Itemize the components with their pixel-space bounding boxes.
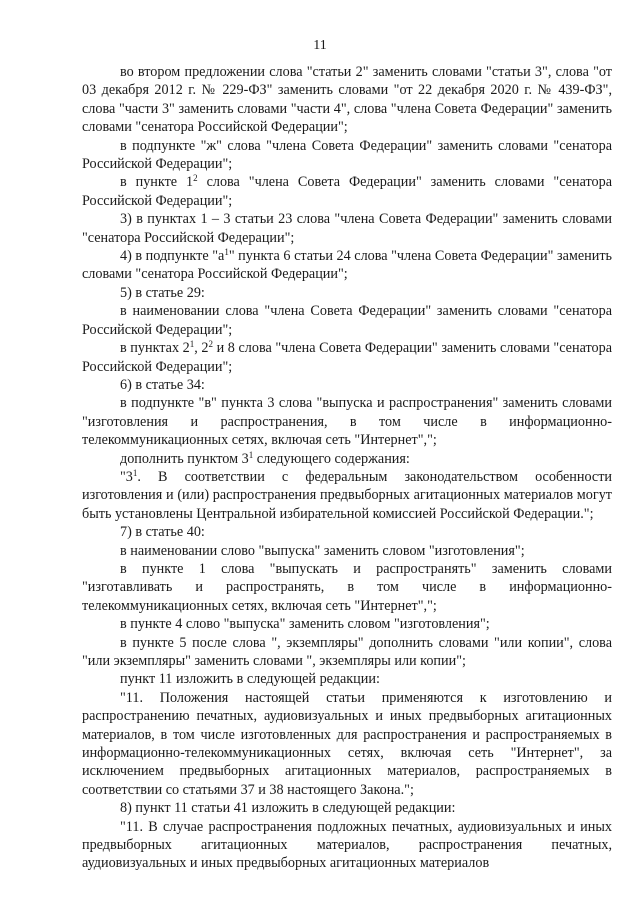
paragraph-text: слова "члена Совета Федерации" заменить словами "сенатора Российской Федерации"; <box>82 174 612 209</box>
paragraph: 7) в статье 40: <box>120 524 205 541</box>
superscript: 1 <box>132 467 138 478</box>
paragraph <box>82 339 612 376</box>
paragraph: пункт 11 изложить в следующей редакции: <box>120 671 380 688</box>
paragraph: во втором предложении слова "статьи 2" заменить словами "статьи 3", слова "от 03 декабря 2012 г. № 229-ФЗ" заменить словами "от 22 декабря 2020 г. № 439-ФЗ", слова "части 3" заменить словами "части 4", слова "члена Совета Федерации" заменить словами "сенатора Российской Федерации"; <box>82 64 612 136</box>
paragraph: 3) в пунктах 1 – 3 статьи 23 слова "члена Совета Федерации" заменить словами "сенатора Российской Федерации"; <box>82 211 612 246</box>
paragraph: "11. Положения настоящей статьи применяются к изготовлению и распространению печатных, аудиовизуальных и иных предвыборных агитационных материалов, в том числе изготовленных для распространения и распространяемых в информационно-телекоммуникационных сетях, включая сеть "Интернет", за исключением предвыборных агитационных материалов, распространяемых в соответствии со статьями 37 и 38 настоящего Закона."; <box>82 689 612 798</box>
paragraph: 6) в статье 34: <box>120 376 205 393</box>
paragraph: в пункте 4 слово "выпуска" заменить словом "изготовления"; <box>120 616 490 633</box>
paragraph-text: дополнить пунктом 3 <box>120 450 249 467</box>
superscript: 1 <box>189 339 195 350</box>
paragraph-text: " пункта 6 статьи 24 слова "члена Совета Федерации" заменить словами "сенатора Российской Федерации"; <box>82 248 612 283</box>
paragraph-text: в пунктах 2 <box>120 340 190 357</box>
superscript: 1 <box>248 449 254 460</box>
page-number: 11 <box>313 38 327 53</box>
paragraph-text: следующего содержания: <box>253 450 410 467</box>
paragraph: в наименовании слова "члена Совета Федерации" заменить словами "сенатора Российской Федерации"; <box>82 303 612 338</box>
paragraph: в пункте 5 после слова ", экземпляры" дополнить словами "или копии", слова "или экземпляры" заменить словами ", экземпляры или копии"; <box>82 634 612 669</box>
paragraph: в подпункте "в" пункта 3 слова "выпуска и распространения" заменить словами "изготовления и распространения, в том числе в информационно-телекоммуникационных сетях, включая сеть "Интернет","; <box>82 395 612 449</box>
paragraph: 5) в статье 29: <box>120 284 205 301</box>
paragraph-text: , 2 <box>194 340 209 357</box>
paragraph-text: "3 <box>120 468 133 485</box>
paragraph <box>82 173 612 210</box>
superscript: 1 <box>224 247 229 258</box>
superscript: 2 <box>208 339 213 350</box>
paragraph: "11. В случае распространения подложных печатных, аудиовизуальных и иных предвыборных агитационных материалов, распространения печатных, аудиовизуальных и иных предвыборных агитационных материалов <box>82 818 612 872</box>
paragraph: 8) пункт 11 статьи 41 изложить в следующей редакции: <box>120 800 456 817</box>
paragraph <box>82 468 612 523</box>
paragraph <box>82 450 612 468</box>
paragraph-text: . В соответствии с федеральным законодательством особенности изготовления и (или) распространения предвыборных агитационных материалов могут быть установлены Центральной избирательной комиссией Российской Федерации."; <box>82 468 612 522</box>
paragraph <box>82 247 612 284</box>
paragraph-text: 4) в подпункте "а <box>120 248 225 265</box>
paragraph: в пункте 1 слова "выпускать и распространять" заменить словами "изготавливать и распространять, в том числе в информационно-телекоммуникационных сетях, включая сеть "Интернет","; <box>82 560 612 614</box>
paragraph: в наименовании слово "выпуска" заменить словом "изготовления"; <box>120 542 525 559</box>
paragraph: в подпункте "ж" слова "члена Совета Федерации" заменить словами "сенатора Российской Федерации"; <box>82 137 612 173</box>
paragraph-text: и 8 слова "члена Совета Федерации" заменить словами "сенатора Российской Федерации"; <box>82 340 612 375</box>
paragraph-text: в пункте 1 <box>120 174 194 191</box>
document-body <box>82 63 612 873</box>
superscript: 2 <box>193 173 198 184</box>
